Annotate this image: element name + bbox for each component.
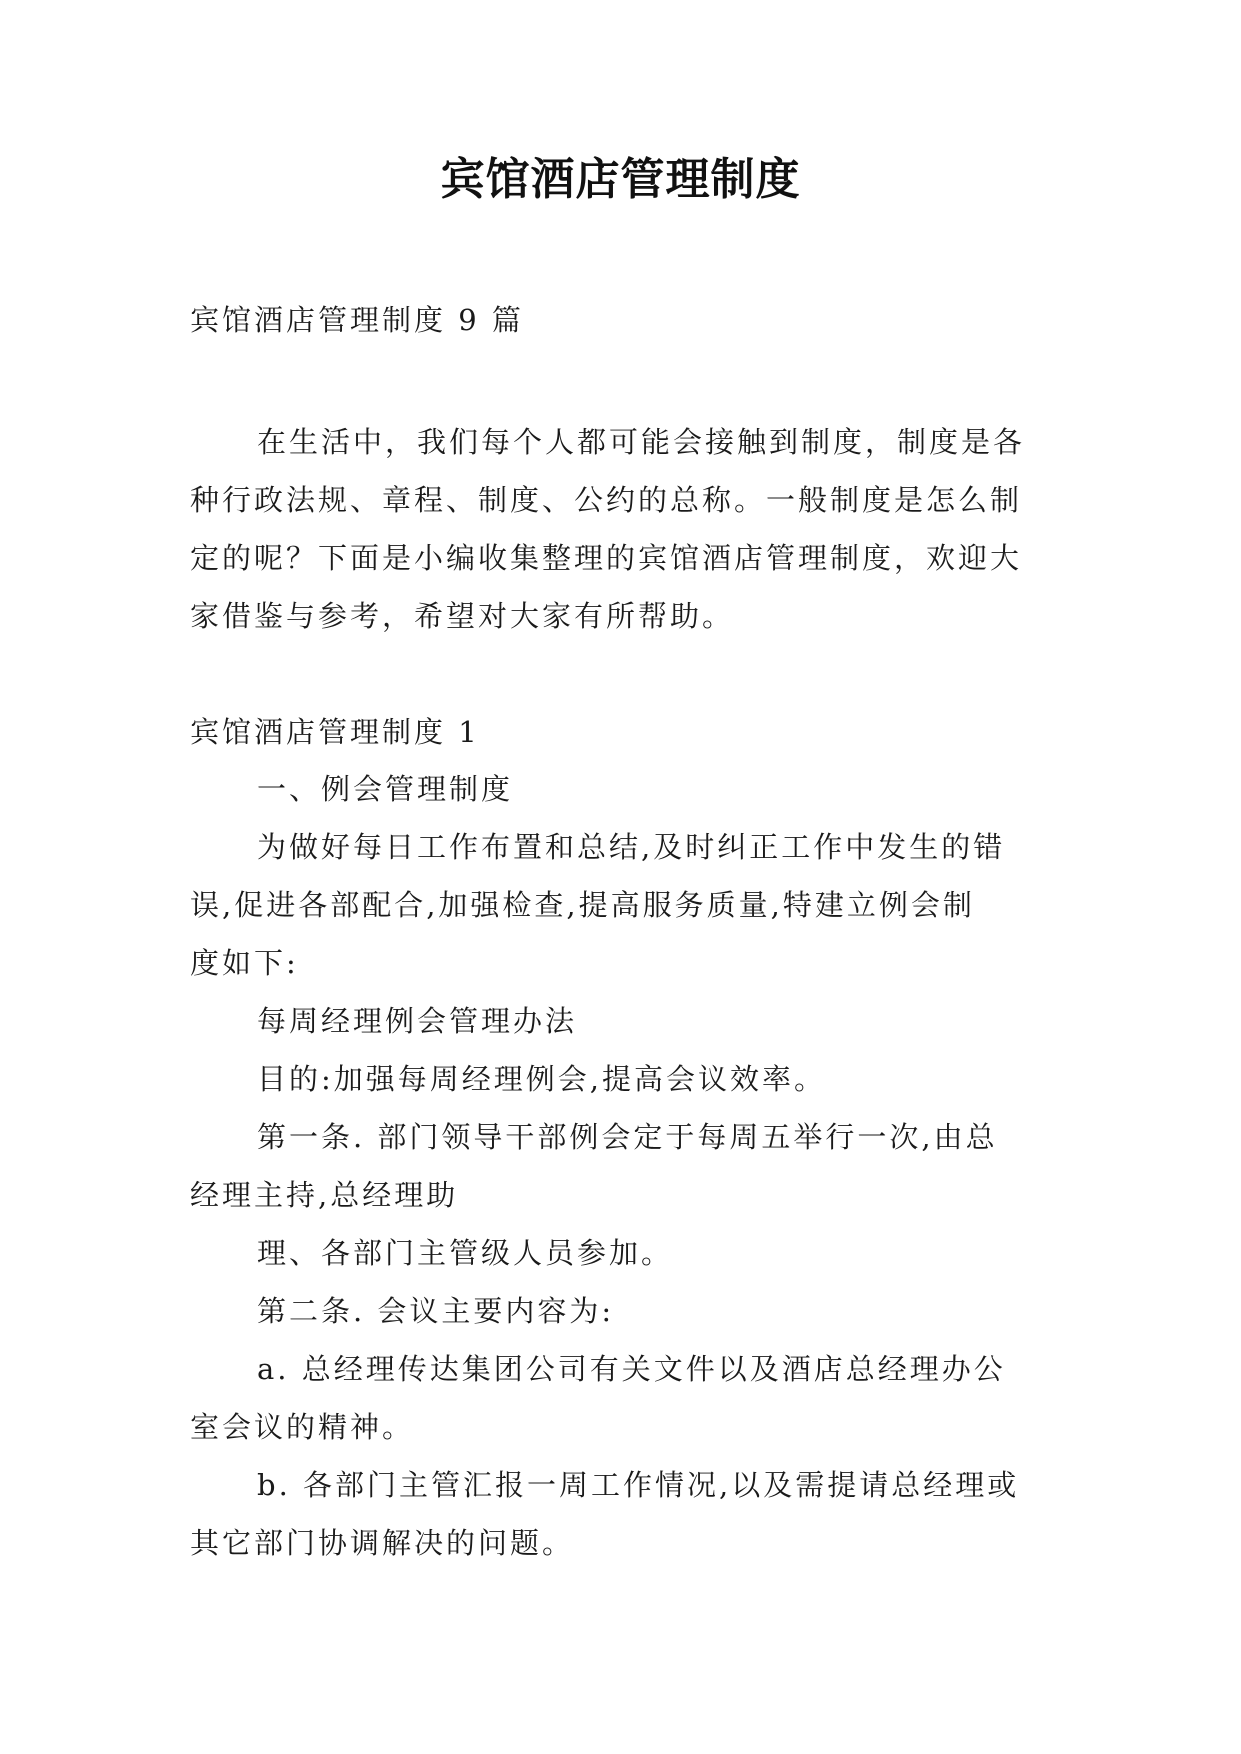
subtitle-line: 宾馆酒店管理制度 9 篇: [190, 303, 524, 337]
body-line: 为做好每日工作布置和总结,及时纠正工作中发生的错: [257, 830, 1006, 864]
body-line: 经理主持,总经理助: [190, 1178, 459, 1212]
intro-line-2: 种行政法规、章程、制度、公约的总称。一般制度是怎么制: [190, 483, 1023, 517]
subsection-heading: 一、例会管理制度: [257, 772, 514, 806]
body-line: 度如下:: [190, 946, 299, 980]
body-line: 室会议的精神。: [190, 1410, 415, 1444]
intro-line-4: 家借鉴与参考，希望对大家有所帮助。: [190, 599, 735, 633]
body-line: 理、各部门主管级人员参加。: [257, 1236, 674, 1270]
intro-line-1: 在生活中，我们每个人都可能会接触到制度，制度是各: [257, 425, 1026, 459]
body-line: a. 总经理传达集团公司有关文件以及酒店总经理办公: [257, 1352, 1006, 1386]
document-title: 宾馆酒店管理制度: [440, 154, 801, 205]
body-line: 第一条. 部门领导干部例会定于每周五举行一次,由总: [257, 1120, 998, 1154]
body-line: 其它部门协调解决的问题。: [190, 1526, 575, 1560]
body-line: 每周经理例会管理办法: [257, 1004, 578, 1038]
body-line: b. 各部门主管汇报一周工作情况,以及需提请总经理或: [257, 1468, 1020, 1502]
body-line: 目的:加强每周经理例会,提高会议效率。: [257, 1062, 826, 1096]
body-line: 第二条. 会议主要内容为:: [257, 1294, 615, 1328]
section-heading: 宾馆酒店管理制度 1: [190, 715, 480, 749]
body-line: 误,促进各部配合,加强检查,提高服务质量,特建立例会制: [190, 888, 975, 922]
intro-line-3: 定的呢？下面是小编收集整理的宾馆酒店管理制度，欢迎大: [190, 541, 1023, 575]
